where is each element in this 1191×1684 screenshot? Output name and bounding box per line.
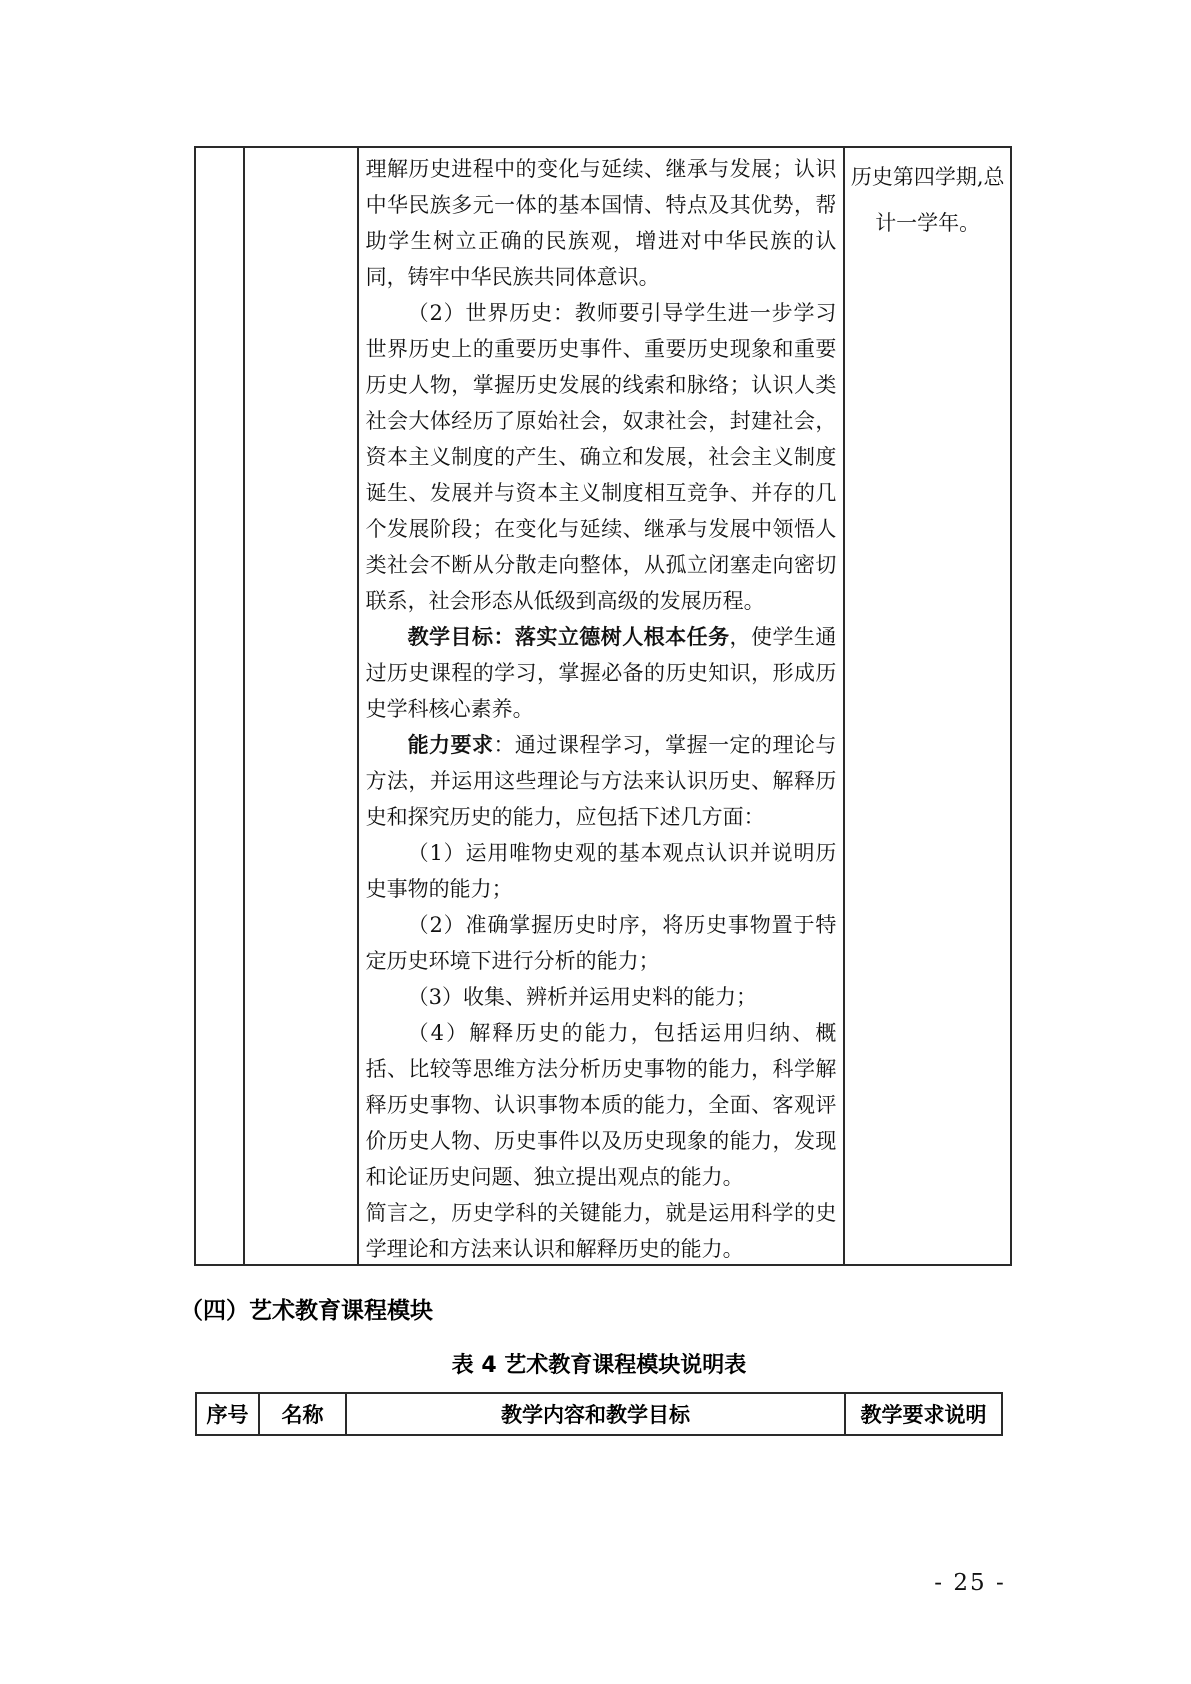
text-run: （2）准确掌握历史时序，将历史事物置于特定历史环境下进行分析的能力； (365, 913, 837, 973)
index-cell-empty (196, 148, 245, 1264)
content-paragraph (366, 619, 837, 727)
page-number: - 25 - (934, 1570, 1006, 1596)
text-run: （3）收集、辨析并运用史料的能力； (407, 985, 757, 1009)
text-run: ：通过课程学习，掌握一定的理论与方法，并运用这些理论与方法来认识历史、解释历史和探究历史的能力，应包括下述几方面： (365, 733, 837, 829)
header-cell-content: 教学内容和教学目标 (347, 1394, 846, 1434)
content-paragraph (366, 727, 837, 835)
content-paragraph (366, 151, 837, 295)
text-run: （4）解释历史的能力，包括运用归纳、概括、比较等思维方法分析历史事物的能力，科学解释历史事物、认识事物本质的能力，全面、客观评价历史人物、历史事件以及历史现象的能力，发现和论证历史问题、独立提出观点的能力。 (365, 1021, 837, 1189)
text-run: 理解历史进程中的变化与延续、继承与发展；认识中华民族多元一体的基本国情、特点及其优势，帮助学生树立正确的民族观，增进对中华民族的认同，铸牢中华民族共同体意识。 (365, 157, 837, 289)
name-cell-empty (245, 148, 359, 1264)
content-paragraph (366, 979, 837, 1015)
art-module-table-header (195, 1392, 1003, 1436)
header-cell-name: 名称 (260, 1394, 347, 1434)
requirement-text: 历史第四学期,总计一学年。 (850, 165, 1005, 235)
text-run: （2）世界历史：教师要引导学生进一步学习世界历史上的重要历史事件、重要历史现象和重要历史人物，掌握历史发展的线索和脉络；认识人类社会大体经历了原始社会，奴隶社会，封建社会，资本主义制度的产生、确立和发展，社会主义制度诞生、发展并与资本主义制度相互竞争、并存的几个发展阶段；在变化与延续、继承与发展中领悟人类社会不断从分散走向整体，从孤立闭塞走向密切联系，社会形态从低级到高级的发展历程。 (365, 301, 837, 613)
content-paragraph (366, 835, 837, 907)
bold-text-run: 教学目标：落实立德树人根本任务 (407, 625, 730, 649)
content-paragraph (366, 1015, 837, 1195)
text-run: ，使学生通过历史课程的学习，掌握必备的历史知识，形成历史学科核心素养。 (365, 625, 837, 721)
history-course-table-continued (194, 146, 1012, 1266)
table-caption: 表 4 艺术教育课程模块说明表 (451, 1353, 747, 1378)
section-heading: （四）艺术教育课程模块 (180, 1298, 433, 1324)
header-cell-index: 序号 (197, 1394, 260, 1434)
header-cell-requirement: 教学要求说明 (860, 1403, 987, 1427)
text-run: 简言之，历史学科的关键能力，就是运用科学的史学理论和方法来认识和解释历史的能力。 (365, 1201, 837, 1261)
text-run: （1）运用唯物史观的基本观点认识并说明历史事物的能力； (365, 841, 837, 901)
content-paragraph (366, 1195, 837, 1267)
content-paragraph (366, 907, 837, 979)
content-paragraph (366, 295, 837, 619)
content-cell (359, 148, 846, 1264)
requirement-cell (845, 148, 1010, 1264)
bold-text-run: 能力要求 (407, 733, 494, 757)
